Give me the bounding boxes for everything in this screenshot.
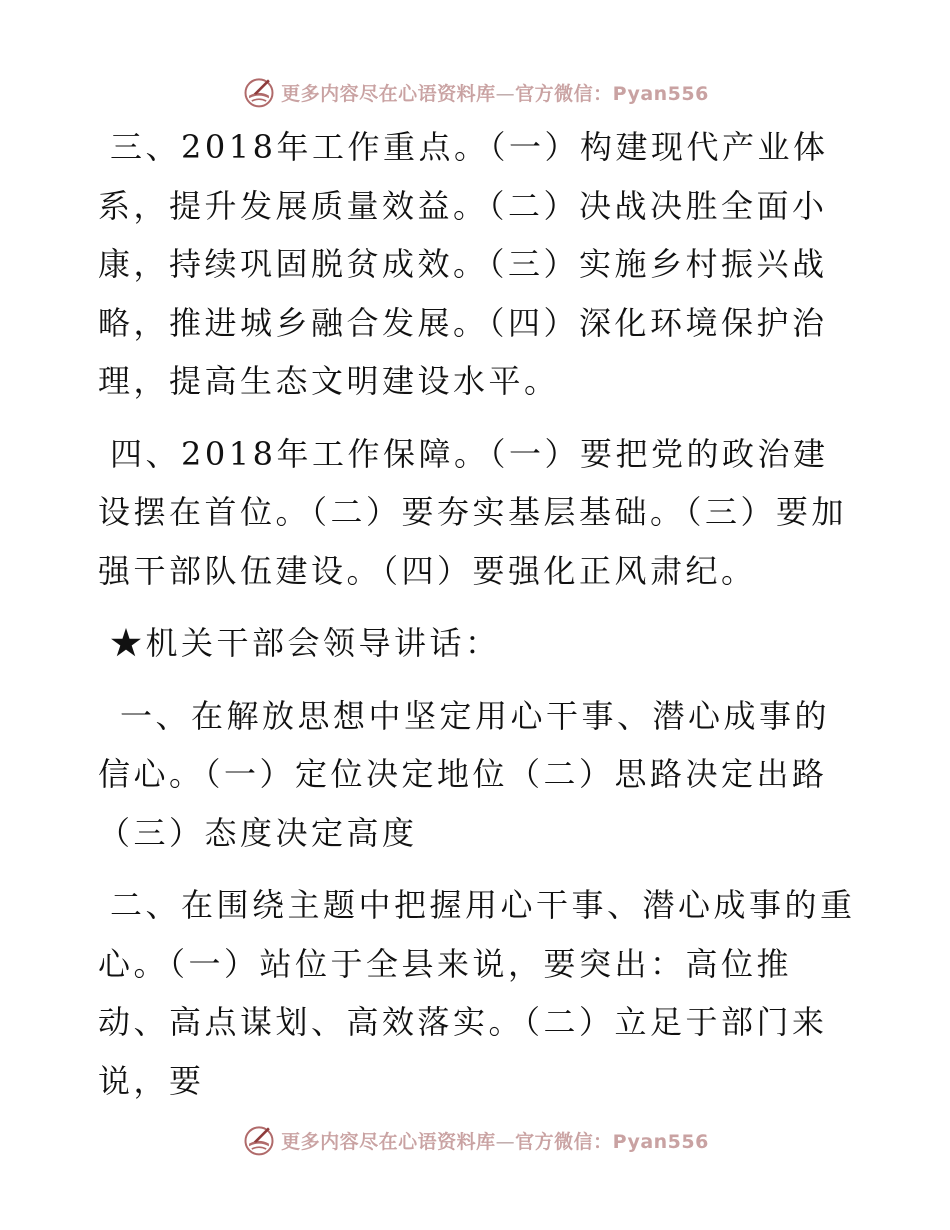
book-quill-logo-icon <box>241 74 277 110</box>
paragraph-work-priorities: 三、2018年工作重点。（一）构建现代产业体系，提升发展质量效益。（二）决战决胜全面小康，持续巩固脱贫成效。（三）实施乡村振兴战略，推进城乡融合发展。（四）深化环境保护治理，提高生态文明建设水平。 <box>98 128 829 400</box>
book-quill-logo-icon <box>241 1122 277 1158</box>
paragraph-point-one: 一、在解放思想中坚定用心干事、潜心成事的信心。（一）定位决定地位（二）思路决定出路（三）态度决定高度 <box>98 696 831 852</box>
paragraph-work-guarantees: 四、2018年工作保障。（一）要把党的政治建设摆在首位。（二）要夯实基层基础。（三）要加强干部队伍建设。（四）要强化正风肃纪。 <box>98 434 848 590</box>
watermark-header <box>0 72 950 112</box>
watermark-text: 更多内容尽在心语资料库—官方微信：Pyan556 <box>281 82 709 105</box>
paragraph-speech-heading: ★机关干部会领导讲话： <box>110 624 501 662</box>
document-body <box>98 118 858 1124</box>
watermark-text: 更多内容尽在心语资料库—官方微信：Pyan556 <box>281 1130 709 1153</box>
paragraph-point-two: 二、在围绕主题中把握用心干事、潜心成事的重心。（一）站位于全县来说，要突出：高位推动、高点谋划、高效落实。（二）立足于部门来说，要 <box>98 886 856 1100</box>
watermark-footer <box>0 1120 950 1160</box>
